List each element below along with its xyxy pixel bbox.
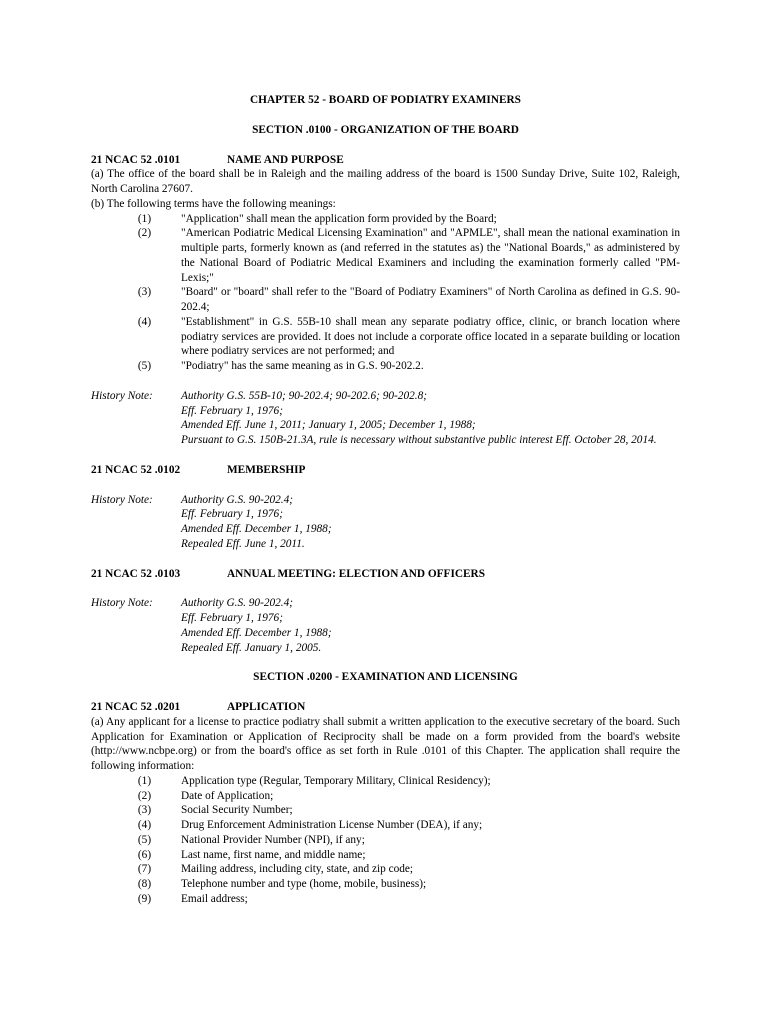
rule-name: MEMBERSHIP bbox=[227, 463, 306, 476]
item-text: Telephone number and type (home, mobile, business); bbox=[181, 878, 427, 890]
rule-heading bbox=[91, 153, 680, 168]
history-line: Amended Eff. December 1, 1988; bbox=[181, 626, 332, 639]
list-item bbox=[91, 848, 680, 863]
item-number: (3) bbox=[137, 804, 152, 817]
item-number: (4) bbox=[137, 315, 152, 328]
item-number: (3) bbox=[137, 286, 152, 299]
list-item bbox=[91, 212, 680, 227]
rule-name: NAME AND PURPOSE bbox=[227, 153, 344, 166]
item-number: (2) bbox=[137, 227, 152, 240]
item-number: (6) bbox=[137, 848, 152, 861]
item-text: "American Podiatric Medical Licensing Examination" and "APMLE", shall mean the national examination in multiple parts, formerly known as (and referred in the statutes as) the "National Boards," as administered by the National Board of Podiatric Medical Examiners and including the examination formerly called "PM-Lexis;" bbox=[181, 227, 680, 284]
rule-id: 21 NCAC 52 .0101 bbox=[91, 153, 181, 166]
item-text: Date of Application; bbox=[181, 789, 274, 802]
section-title: SECTION .0100 - ORGANIZATION OF THE BOARD bbox=[252, 123, 519, 136]
history-body bbox=[181, 493, 680, 552]
list-item bbox=[91, 789, 680, 804]
item-text: Email address; bbox=[181, 892, 248, 905]
history-label: History Note: bbox=[91, 493, 153, 506]
history-note bbox=[91, 596, 680, 655]
item-text: "Application" shall mean the application form provided by the Board; bbox=[181, 212, 497, 225]
requirement-list bbox=[91, 774, 680, 907]
history-body bbox=[181, 596, 680, 655]
history-line: Eff. February 1, 1976; bbox=[181, 612, 283, 624]
item-number: (1) bbox=[137, 212, 152, 225]
rule-heading bbox=[91, 700, 680, 715]
history-note bbox=[91, 389, 680, 448]
rule-heading bbox=[91, 463, 680, 478]
item-number: (9) bbox=[137, 892, 152, 905]
item-text: Social Security Number; bbox=[181, 804, 293, 817]
item-text: "Board" or "board" shall refer to the "Board of Podiatry Examiners" of North Carolina as defined in G.S. 90-202.4; bbox=[181, 286, 680, 313]
history-line: Repealed Eff. June 1, 2011. bbox=[181, 537, 305, 550]
rule-paragraph: (a) Any applicant for a license to practice podiatry shall submit a written application to the executive secretary of the board. Such Application for Examination or Application of Reciprocity shall be made on a form provided from the board's website (http://www.ncbpe.org) or from the board's office as set forth in Rule .0101 of this Chapter. The application shall require the following information: bbox=[91, 715, 680, 772]
item-text: "Establishment" in G.S. 55B-10 shall mean any separate podiatry office, clinic, or branch location where podiatry services are provided. It does not include a corporate office located in a separate building or location where podiatry services are not performed; and bbox=[181, 315, 680, 358]
item-number: (2) bbox=[137, 789, 152, 802]
item-text: "Podiatry" has the same meaning as in G.S. 90-202.2. bbox=[181, 360, 424, 372]
rule-name: ANNUAL MEETING: ELECTION AND OFFICERS bbox=[227, 567, 485, 580]
chapter-title: CHAPTER 52 - BOARD OF PODIATRY EXAMINERS bbox=[250, 94, 521, 106]
history-label: History Note: bbox=[91, 597, 153, 610]
list-item bbox=[91, 877, 680, 892]
list-item bbox=[91, 315, 680, 359]
history-line: Pursuant to G.S. 150B-21.3A, rule is necessary without substantive public interest Eff. October 28, 2014. bbox=[181, 434, 657, 446]
rule-id: 21 NCAC 52 .0103 bbox=[91, 567, 181, 580]
history-line: Authority G.S. 90-202.4; bbox=[181, 597, 294, 610]
history-line: Amended Eff. June 1, 2011; January 1, 2005; December 1, 1988; bbox=[181, 419, 476, 432]
item-number: (7) bbox=[137, 863, 152, 876]
history-note bbox=[91, 493, 680, 552]
rule-paragraph: (a) The office of the board shall be in Raleigh and the mailing address of the board is 1500 Sunday Drive, Suite 102, Raleigh, North Carolina 27607. bbox=[91, 168, 680, 195]
history-line: Authority G.S. 55B-10; 90-202.4; 90-202.6; 90-202.8; bbox=[181, 389, 427, 402]
rule-block bbox=[91, 567, 680, 656]
rule-block bbox=[91, 153, 680, 448]
list-item bbox=[91, 359, 680, 374]
item-text: Mailing address, including city, state, and zip code; bbox=[181, 863, 414, 876]
rule-id: 21 NCAC 52 .0102 bbox=[91, 463, 181, 476]
item-number: (8) bbox=[137, 878, 152, 890]
document-page bbox=[91, 93, 680, 907]
history-label: History Note: bbox=[91, 389, 153, 402]
history-line: Eff. February 1, 1976; bbox=[181, 404, 283, 417]
item-text: Last name, first name, and middle name; bbox=[181, 848, 366, 861]
rule-block bbox=[91, 463, 680, 552]
item-text: National Provider Number (NPI), if any; bbox=[181, 833, 365, 846]
list-item bbox=[91, 774, 680, 789]
list-item bbox=[91, 833, 680, 848]
rule-id: 21 NCAC 52 .0201 bbox=[91, 701, 181, 713]
list-item bbox=[91, 285, 680, 315]
item-number: (1) bbox=[137, 774, 152, 787]
rule-paragraph: (b) The following terms have the following meanings: bbox=[91, 197, 336, 210]
item-number: (4) bbox=[137, 819, 152, 831]
list-item bbox=[91, 862, 680, 877]
item-text: Drug Enforcement Administration License Number (DEA), if any; bbox=[181, 819, 483, 831]
rule-block bbox=[91, 700, 680, 907]
list-item bbox=[91, 803, 680, 818]
rule-heading bbox=[91, 567, 680, 582]
history-line: Eff. February 1, 1976; bbox=[181, 508, 283, 521]
item-number: (5) bbox=[137, 833, 152, 846]
history-line: Repealed Eff. January 1, 2005. bbox=[181, 641, 322, 654]
rule-name: APPLICATION bbox=[227, 701, 306, 713]
item-text: Application type (Regular, Temporary Military, Clinical Residency); bbox=[181, 774, 491, 787]
section-title: SECTION .0200 - EXAMINATION AND LICENSING bbox=[253, 671, 518, 684]
list-item bbox=[91, 818, 680, 833]
list-item bbox=[91, 892, 680, 907]
history-line: Amended Eff. December 1, 1988; bbox=[181, 523, 332, 535]
item-number: (5) bbox=[137, 360, 152, 372]
history-line: Authority G.S. 90-202.4; bbox=[181, 493, 294, 506]
list-item bbox=[91, 226, 680, 285]
definition-list bbox=[91, 212, 680, 374]
history-body bbox=[181, 389, 680, 448]
